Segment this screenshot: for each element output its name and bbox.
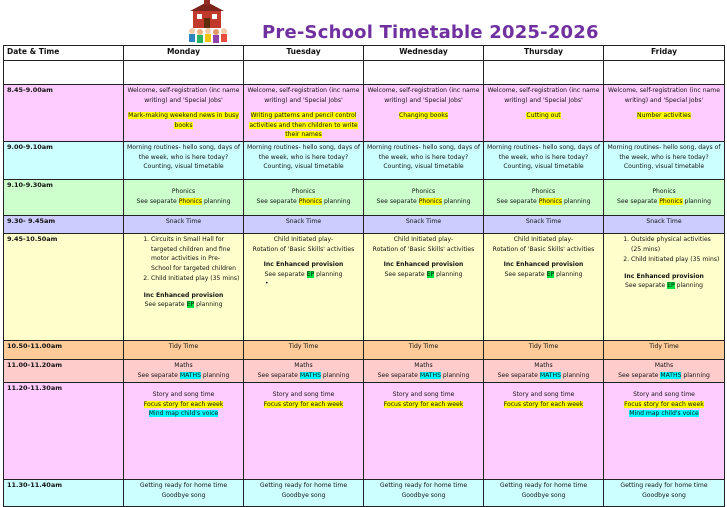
cell-thursday [484,234,604,341]
cell-friday: Snack Time [604,216,725,234]
cell-tuesday [244,480,364,507]
maths-pre: See separate [377,371,420,379]
cell-wednesday [364,480,484,507]
ep-word: EP [426,270,435,278]
goodbye-text: Goodbye song [642,491,686,499]
story-title: Story and song time [633,391,695,398]
welcome-text: Welcome, self-registration (inc name writing) and 'Special Jobs' [127,87,240,104]
header-friday: Friday [604,46,725,61]
home-text: Getting ready for home time [620,482,708,489]
home-text: Getting ready for home time [499,482,588,489]
phonics-post: planning [202,197,231,205]
rotation-text: Rotation of 'Basic Skills' activities [252,245,355,253]
cell-friday [604,480,725,507]
phonics-post: planning [562,197,591,205]
header-date-time: Date & Time [4,46,124,61]
cell-friday [604,383,725,480]
time-cell: 11.30-11.40am [4,480,124,507]
ep-post: planning [314,270,343,278]
enhanced-provision: Inc Enhanced provision [263,261,344,268]
goodbye-text: Goodbye song [401,491,446,499]
activity-text: Changing books [399,112,448,119]
cell-tuesday: Tidy Time [244,341,364,360]
maths-post: planning [320,371,350,379]
school-with-children-icon [184,0,230,46]
goodbye-text: Goodbye song [281,491,326,499]
activity-text: Mark-making weekend news in busy books [128,112,239,129]
ep-pre: See separate [144,301,187,308]
cell-thursday: Tidy Time [484,341,604,360]
phonics-pre: See separate [256,197,299,205]
timetable [3,45,725,507]
ep-pre: See separate [504,270,547,278]
focus-text: Focus story for each week [263,400,344,408]
routine-text: Morning routines- hello song, days of the week, who is here today? [127,144,240,161]
cell-monday [124,480,244,507]
ep-pre: See separate [624,282,668,289]
focus-text: Focus story for each week [143,400,224,408]
maths-word: MATHS [539,371,561,379]
row-morning-routines [4,142,725,180]
cip-text: Child Initiated play- [393,236,454,243]
time-cell: 9.30- 9.45am [4,216,124,234]
phonics-word: Phonics [298,197,323,205]
cell-tuesday [244,360,364,383]
home-text: Getting ready for home time [259,482,348,489]
cell-tuesday [244,234,364,341]
cell-thursday [484,480,604,507]
cell-monday: Tidy Time [124,341,244,360]
header-wednesday: Wednesday [364,46,484,61]
list-item: 1. Circuits in Small Hall for targeted children and fine motor activities in Pre-School for targeted children [151,235,240,273]
rotation-text: Rotation of 'Basic Skills' activities [492,245,595,253]
maths-word: MATHS [419,371,441,379]
ep-word: EP [546,270,555,278]
ep-post: planning [434,270,463,278]
cell-tuesday [244,383,364,480]
rotation-text: Rotation of 'Basic Skills' activities [372,245,475,253]
cell-monday [124,85,244,142]
cell-wednesday: Tidy Time [364,341,484,360]
cell-monday: Snack Time [124,216,244,234]
cell-monday [124,234,244,341]
cell-thursday [484,360,604,383]
phonics-pre: See separate [376,197,419,205]
row-activities [4,234,725,341]
list-item: 2. Child Initiated play (35 mins) [151,274,240,284]
bullet: • [265,280,269,287]
routine-text-2: Counting, visual timetable [503,163,584,170]
welcome-text: Welcome, self-registration (inc name writing) and 'Special Jobs' [487,87,600,104]
cell-tuesday [244,142,364,180]
phonics-post: planning [322,197,351,205]
maths-word: MATHS [660,371,682,379]
routine-text: Morning routines- hello song, days of the week, who is here today? [247,144,360,161]
cell-tuesday [244,85,364,142]
maths-title: Maths [414,362,433,369]
cell-wednesday: Snack Time [364,216,484,234]
phonics-title: Phonics [291,188,316,195]
focus-text: Focus story for each week [624,400,704,408]
header-monday: Monday [124,46,244,61]
routine-text-2: Counting, visual timetable [263,163,344,170]
story-title: Story and song time [152,391,215,398]
activity-text: Cutting out [526,112,561,119]
activity-text: Writing patterns and pencil control activities and then children to write their names [249,112,358,138]
cell-thursday [484,180,604,216]
cell-wednesday [364,85,484,142]
phonics-pre: See separate [136,197,179,205]
cell-thursday: Snack Time [484,216,604,234]
phonics-title: Phonics [531,188,556,195]
welcome-text: Welcome, self-registration (inc name writing) and 'Special Jobs' [608,87,720,104]
cell-wednesday [364,383,484,480]
page-title: Pre-School Timetable 2025-2026 [262,22,599,43]
maths-word: MATHS [179,371,201,379]
goodbye-text: Goodbye song [161,491,206,499]
maths-title: Maths [534,362,553,369]
routine-text: Morning routines- hello song, days of the week, who is here today? [607,144,721,161]
routine-text-2: Counting, visual timetable [383,163,464,170]
time-cell: 10.50-11.00am [4,341,124,360]
row-story [4,383,725,480]
cell-wednesday [364,360,484,383]
maths-pre: See separate [137,371,180,379]
cell-monday [124,383,244,480]
header-thursday: Thursday [484,46,604,61]
row-phonics [4,180,725,216]
story-title: Story and song time [272,391,335,398]
enhanced-provision: Inc Enhanced provision [383,261,464,268]
time-cell: 8.45-9.00am [4,85,124,142]
enhanced-provision: Inc Enhanced provision [143,291,224,299]
ep-pre: See separate [384,270,427,278]
row-home-time [4,480,725,507]
maths-post: planning [440,371,470,379]
cell-thursday [484,85,604,142]
focus-text: Focus story for each week [383,400,464,408]
cell-friday [604,234,725,341]
activity-list [607,235,721,265]
ep-word: EP [306,270,315,278]
ep-post: planning [674,282,704,289]
cell-tuesday [244,180,364,216]
goodbye-text: Goodbye song [521,491,566,499]
routine-text-2: Counting, visual timetable [143,163,224,170]
mind-map-text: Mind map child's voice [148,410,219,417]
activity-list [127,235,240,284]
cip-text: Child Initiated play- [513,236,574,243]
ep-word: EP [186,301,195,308]
phonics-post: planning [442,197,471,205]
cell-friday [604,360,725,383]
time-cell: 9.00-9.10am [4,142,124,180]
enhanced-provision: Inc Enhanced provision [503,261,584,268]
row-snack [4,216,725,234]
maths-pre: See separate [618,371,661,379]
mind-map-text: Mind map child's voice [629,410,699,417]
maths-post: planning [560,371,590,379]
maths-pre: See separate [497,371,540,379]
header-spacer-row [4,61,725,85]
story-title: Story and song time [512,391,575,398]
phonics-word: Phonics [178,197,203,205]
phonics-title: Phonics [171,188,196,195]
routine-text: Morning routines- hello song, days of the week, who is here today? [367,144,480,161]
maths-title: Maths [294,362,313,369]
ep-post: planning [554,270,583,278]
welcome-text: Welcome, self-registration (inc name writing) and 'Special Jobs' [247,87,360,104]
row-tidy [4,341,725,360]
row-welcome [4,85,725,142]
header-tuesday: Tuesday [244,46,364,61]
welcome-text: Welcome, self-registration (inc name writing) and 'Special Jobs' [367,87,480,104]
cell-thursday [484,142,604,180]
phonics-word: Phonics [418,197,443,205]
time-cell: 11.20-11.30am [4,383,124,480]
enhanced-provision: Inc Enhanced provision [624,272,704,280]
maths-word: MATHS [299,371,321,379]
time-cell: 9.10-9.30am [4,180,124,216]
maths-title: Maths [654,362,674,369]
cell-monday [124,142,244,180]
maths-pre: See separate [257,371,300,379]
ep-post: planning [194,301,223,308]
activity-text: Number activities [637,112,691,119]
home-text: Getting ready for home time [379,482,468,489]
cell-wednesday [364,234,484,341]
cell-friday: Tidy Time [604,341,725,360]
cell-friday [604,180,725,216]
list-item: 2. Child Initiated play (35 mins) [631,255,721,265]
story-title: Story and song time [392,391,455,398]
phonics-title: Phonics [411,188,436,195]
list-item: 1. Outside physical activities (25 mins) [631,235,721,254]
phonics-pre: See separate [617,197,660,205]
phonics-pre: See separate [496,197,539,205]
cell-monday [124,360,244,383]
cip-text: Child Initiated play- [273,236,334,243]
cell-thursday [484,383,604,480]
cell-wednesday [364,142,484,180]
routine-text-2: Counting, visual timetable [623,163,705,170]
phonics-word: Phonics [659,197,683,205]
time-cell: 11.00-11.20am [4,360,124,383]
maths-post: planning [681,371,710,379]
cell-friday [604,85,725,142]
home-text: Getting ready for home time [139,482,228,489]
cell-friday [604,142,725,180]
row-maths [4,360,725,383]
maths-title: Maths [174,362,193,369]
phonics-post: planning [682,197,711,205]
time-cell: 9.45-10.50am [4,234,124,341]
routine-text: Morning routines- hello song, days of the week, who is here today? [487,144,600,161]
phonics-title: Phonics [652,188,676,195]
cell-monday [124,180,244,216]
ep-word: EP [667,282,675,289]
cell-tuesday: Snack Time [244,216,364,234]
cell-wednesday [364,180,484,216]
ep-pre: See separate [264,270,307,278]
phonics-word: Phonics [538,197,563,205]
focus-text: Focus story for each week [503,400,584,408]
maths-post: planning [200,371,230,379]
